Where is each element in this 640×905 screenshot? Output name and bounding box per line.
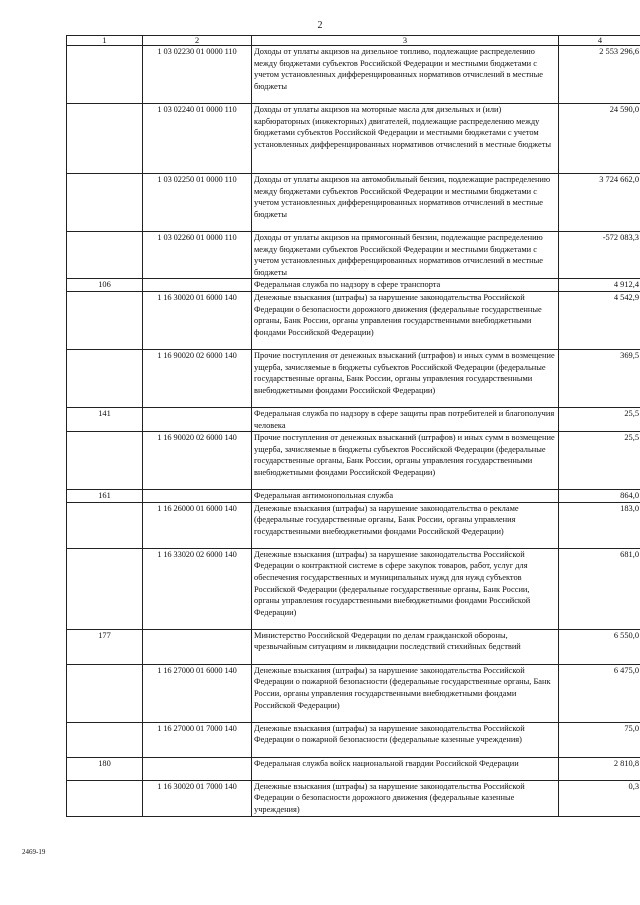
admin-code-cell <box>67 291 143 349</box>
header-col-2: 2 <box>143 36 252 46</box>
revenue-code-cell: 1 16 30020 01 7000 140 <box>143 780 252 816</box>
table-row <box>67 629 640 664</box>
admin-code-cell <box>67 502 143 548</box>
revenue-code-cell: 1 16 90020 02 6000 140 <box>143 349 252 407</box>
revenue-code-cell <box>143 279 252 292</box>
amount-cell: 24 590,0 <box>559 104 640 174</box>
description-cell: Федеральная антимонопольная служба <box>252 490 559 503</box>
table-row <box>67 291 640 349</box>
revenue-code-cell: 1 16 30020 01 6000 140 <box>143 291 252 349</box>
table-row <box>67 490 640 503</box>
table-header <box>67 36 640 46</box>
table-row <box>67 104 640 174</box>
amount-cell: 864,0 <box>559 490 640 503</box>
revenue-code-cell <box>143 490 252 503</box>
amount-cell: 75,0 <box>559 722 640 757</box>
amount-cell: 681,0 <box>559 548 640 629</box>
table-row <box>67 502 640 548</box>
admin-code-cell <box>67 722 143 757</box>
table-row <box>67 349 640 407</box>
table-row <box>67 548 640 629</box>
page-number: 2 <box>317 20 323 31</box>
description-cell: Доходы от уплаты акцизов на дизельное топливо, подлежащие распределению между бюджетами субъектов Российской Федерации и местными бюджетами с учетом установленных дифференцированных нормативов отчислений в местные бюджеты <box>252 46 559 104</box>
revenue-code-cell <box>143 757 252 780</box>
header-col-4: 4 <box>559 36 640 46</box>
description-cell: Доходы от уплаты акцизов на автомобильный бензин, подлежащие распределению между бюджетами субъектов Российской Федерации и местными бюджетами с учетом установленных дифференцированных нормативов отчислений в местные бюджеты <box>252 174 559 232</box>
description-cell: Прочие поступления от денежных взысканий (штрафов) и иных сумм в возмещение ущерба, зачисляемые в бюджеты субъектов Российской Федерации (федеральные государственные органы, Банк России, органы управления государственными внебюджетными фондами Российской Федерации) <box>252 349 559 407</box>
description-cell: Федеральная служба войск национальной гвардии Российской Федерации <box>252 757 559 780</box>
document-code: 2469-19 <box>22 848 46 856</box>
table-row <box>67 279 640 292</box>
table-row <box>67 664 640 722</box>
amount-cell: 25,5 <box>559 432 640 490</box>
table-row <box>67 757 640 780</box>
revenue-code-cell: 1 03 02240 01 0000 110 <box>143 104 252 174</box>
amount-cell: 4 912,4 <box>559 279 640 292</box>
table-row <box>67 46 640 104</box>
amount-cell: 2 810,8 <box>559 757 640 780</box>
description-cell: Денежные взыскания (штрафы) за нарушение законодательства Российской Федерации о пожарной безопасности (федеральные казенные учреждения) <box>252 722 559 757</box>
table-row <box>67 780 640 816</box>
revenue-code-cell: 1 16 27000 01 7000 140 <box>143 722 252 757</box>
table-row <box>67 432 640 490</box>
admin-code-cell <box>67 432 143 490</box>
description-cell: Денежные взыскания (штрафы) за нарушение законодательства Российской Федерации о пожарной безопасности (федеральные государственные органы, Банк России, органы управления государственными внебюджетными фондами Российской Федерации) <box>252 664 559 722</box>
description-cell: Министерство Российской Федерации по делам гражданской обороны, чрезвычайным ситуациям и ликвидации последствий стихийных бедствий <box>252 629 559 664</box>
revenue-code-cell: 1 03 02250 01 0000 110 <box>143 174 252 232</box>
admin-code-cell <box>67 349 143 407</box>
admin-code-cell <box>67 174 143 232</box>
admin-code-cell: 161 <box>67 490 143 503</box>
revenue-table <box>66 35 640 817</box>
amount-cell: 3 724 662,0 <box>559 174 640 232</box>
admin-code-cell <box>67 46 143 104</box>
amount-cell: 183,0 <box>559 502 640 548</box>
admin-code-cell: 106 <box>67 279 143 292</box>
admin-code-cell: 177 <box>67 629 143 664</box>
table-row <box>67 722 640 757</box>
header-col-3: 3 <box>252 36 559 46</box>
revenue-code-cell <box>143 407 252 431</box>
table-row <box>67 407 640 431</box>
revenue-code-cell: 1 16 26000 01 6000 140 <box>143 502 252 548</box>
admin-code-cell <box>67 232 143 279</box>
revenue-code-cell: 1 16 33020 02 6000 140 <box>143 548 252 629</box>
admin-code-cell <box>67 104 143 174</box>
admin-code-cell <box>67 548 143 629</box>
amount-cell: 6 475,0 <box>559 664 640 722</box>
revenue-code-cell: 1 16 27000 01 6000 140 <box>143 664 252 722</box>
admin-code-cell <box>67 780 143 816</box>
admin-code-cell: 141 <box>67 407 143 431</box>
amount-cell: 369,5 <box>559 349 640 407</box>
header-col-1: 1 <box>67 36 143 46</box>
description-cell: Прочие поступления от денежных взысканий (штрафов) и иных сумм в возмещение ущерба, зачисляемые в бюджеты субъектов Российской Федерации (федеральные государственные органы, Банк России, органы управления государственными внебюджетными фондами Российской Федерации) <box>252 432 559 490</box>
amount-cell: -572 083,3 <box>559 232 640 279</box>
description-cell: Доходы от уплаты акцизов на прямогонный бензин, подлежащие распределению между бюджетами субъектов Российской Федерации и местными бюджетами с учетом установленных дифференцированных нормативов отчислений в местные бюджеты <box>252 232 559 279</box>
description-cell: Денежные взыскания (штрафы) за нарушение законодательства Российской Федерации о безопасности дорожного движения (федеральные казенные учреждения) <box>252 780 559 816</box>
revenue-code-cell: 1 03 02230 01 0000 110 <box>143 46 252 104</box>
revenue-code-cell <box>143 629 252 664</box>
table-row <box>67 232 640 279</box>
description-cell: Доходы от уплаты акцизов на моторные масла для дизельных и (или) карбюраторных (инжекторных) двигателей, подлежащие распределению между бюджетами субъектов Российской Федерации и местными бюджетами с учетом установленных дифференцированных нормативов отчислений в местные бюджеты <box>252 104 559 174</box>
table-row <box>67 174 640 232</box>
amount-cell: 6 550,0 <box>559 629 640 664</box>
amount-cell: 0,3 <box>559 780 640 816</box>
description-cell: Федеральная служба по надзору в сфере защиты прав потребителей и благополучия человека <box>252 407 559 431</box>
revenue-code-cell: 1 03 02260 01 0000 110 <box>143 232 252 279</box>
description-cell: Денежные взыскания (штрафы) за нарушение законодательства Российской Федерации о безопасности дорожного движения (федеральные государственные органы, Банк России, органы управления государственными внебюджетными фондами Российской Федерации) <box>252 291 559 349</box>
revenue-code-cell: 1 16 90020 02 6000 140 <box>143 432 252 490</box>
amount-cell: 2 553 296,6 <box>559 46 640 104</box>
amount-cell: 25,5 <box>559 407 640 431</box>
description-cell: Денежные взыскания (штрафы) за нарушение законодательства о рекламе (федеральные государственные органы, Банк России, органы управления государственными внебюджетными фондами Российской Федерации) <box>252 502 559 548</box>
description-cell: Денежные взыскания (штрафы) за нарушение законодательства Российской Федерации о контрактной системе в сфере закупок товаров, работ, услуг для обеспечения государственных и муниципальных нужд для нужд субъектов Российской Федерации (федеральные государственные органы, Банк России, органы управления государственными внебюджетными фондами Российской Федерации) <box>252 548 559 629</box>
table-body <box>67 46 640 817</box>
admin-code-cell <box>67 664 143 722</box>
amount-cell: 4 542,9 <box>559 291 640 349</box>
description-cell: Федеральная служба по надзору в сфере транспорта <box>252 279 559 292</box>
admin-code-cell: 180 <box>67 757 143 780</box>
